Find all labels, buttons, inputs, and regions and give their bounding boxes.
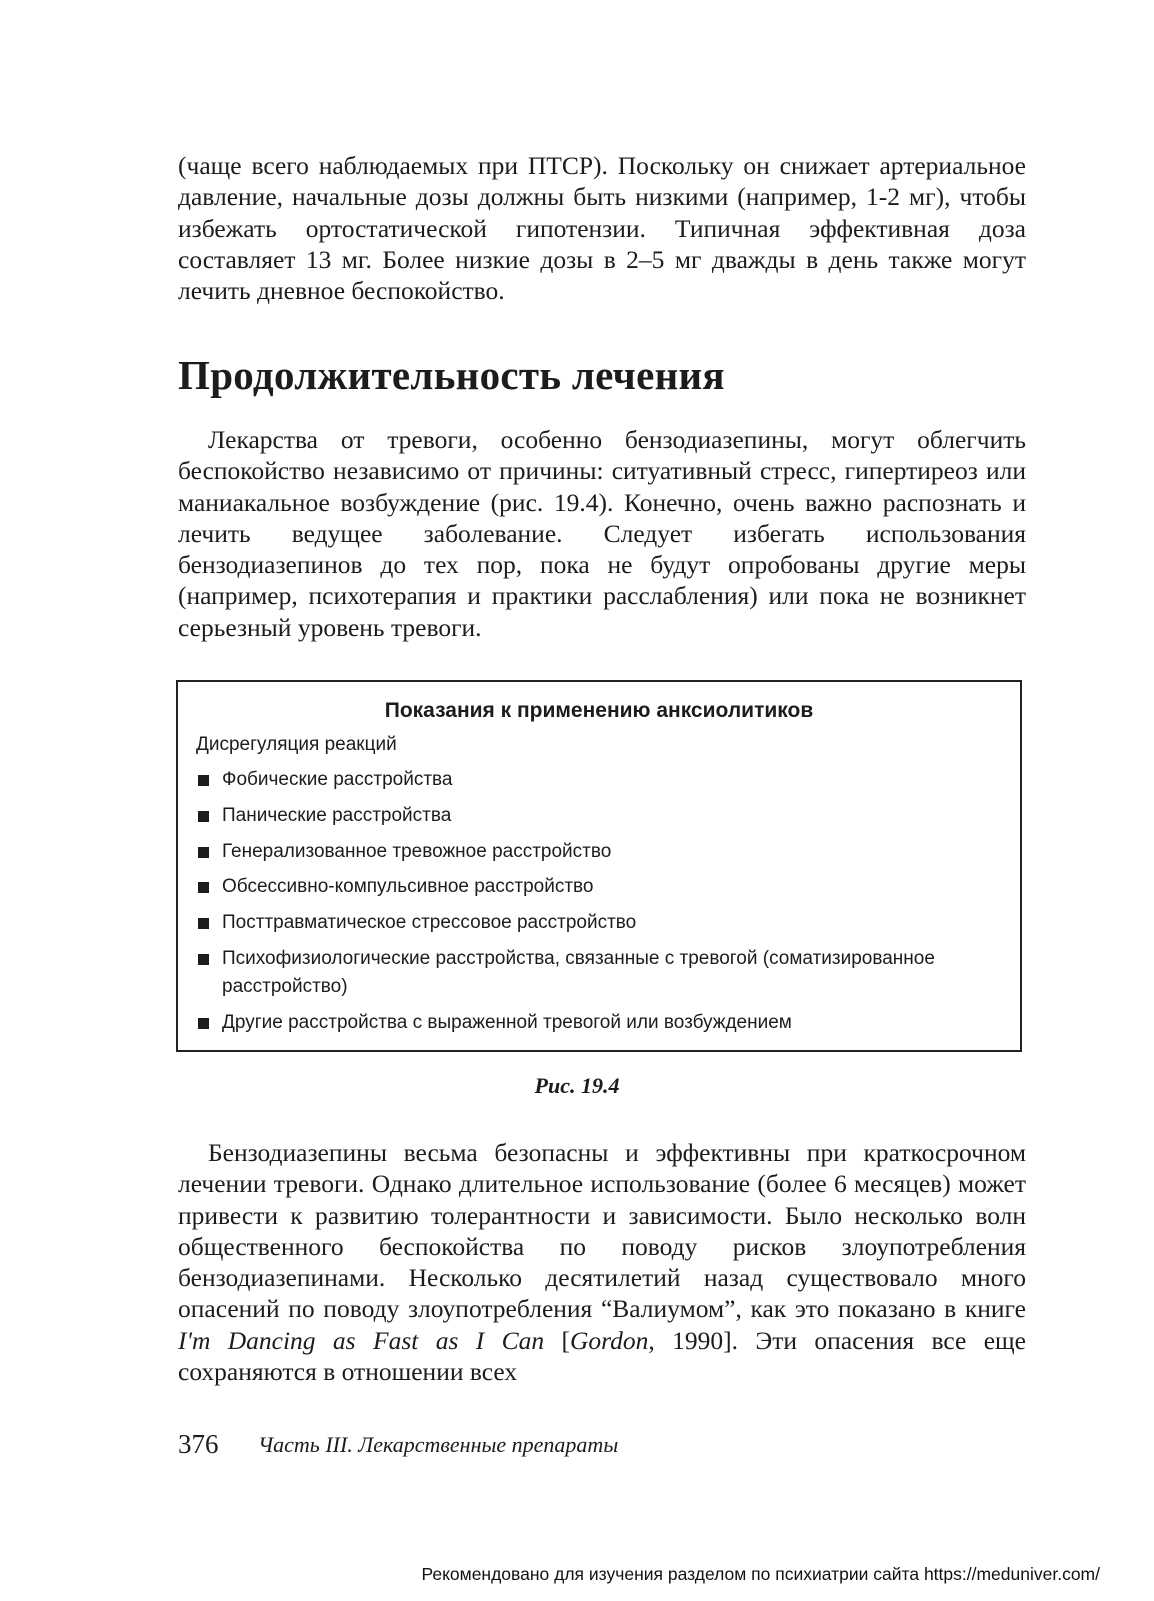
- list-item-text: Посттравматическое стрессовое расстройство: [222, 912, 637, 934]
- list-item: [196, 1009, 996, 1038]
- running-footer-title: Часть III. Лекарственные препараты: [258, 1432, 619, 1457]
- paragraph-benzodiazepines: [178, 1137, 1026, 1387]
- paragraph-duration-intro: Лекарства от тревоги, особенно бензодиазепины, могут облегчить беспокойство независимо от причины: ситуативный стресс, гипертиреоз или маниакальное возбуждение (рис. 19.4). Конечно, очень важно распознать и лечить ведущее заболевание. Следует избегать использования бензодиазепинов до тех пор, пока не будут опробованы другие меры (например, психотерапия и практики расслабления) или пока не возникнет серьезный уровень тревоги.: [178, 425, 1026, 642]
- square-bullet-icon: [198, 918, 209, 929]
- square-bullet-icon: [198, 775, 209, 786]
- list-item-text: Обсессивно-компульсивное расстройство: [222, 876, 594, 898]
- list-item-text: Психофизиологические расстройства, связанные с тревогой (соматизированное расстройство): [222, 947, 935, 998]
- list-item: [196, 766, 996, 795]
- square-bullet-icon: [198, 811, 209, 822]
- square-bullet-icon: [198, 847, 209, 858]
- list-item: [196, 909, 996, 938]
- list-item-text: Другие расстройства с выраженной тревогой или возбуждением: [222, 1012, 792, 1034]
- figure-box-anxiolytics-indications: [176, 680, 1022, 1052]
- book-title: I'm Dancing as Fast as I Can: [178, 1325, 545, 1355]
- citation-author: Gordon: [570, 1325, 649, 1355]
- indications-list: [196, 766, 996, 1045]
- list-item: [196, 873, 996, 902]
- list-item-text: Панические расстройства: [222, 804, 452, 826]
- paragraph-text: [: [544, 1325, 571, 1355]
- paragraph-text: , 1990]. Эти опасения все еще сохраняются в отношении всех: [178, 1325, 1026, 1387]
- square-bullet-icon: [198, 882, 209, 893]
- section-heading: Продолжительность лечения: [178, 352, 725, 398]
- figure-caption: Рис. 19.4: [534, 1073, 620, 1098]
- list-item: [196, 802, 996, 831]
- paragraph-text: Бензодиазепины весьма безопасны и эффективны при краткосрочном лечении тревоги. Однако длительное использование (более 6 месяцев) может привести к развитию толерантности и зависимости. Было несколько волн общественного беспокойства по поводу рисков злоупотребления бензодиазепинами. Несколько десятилетий назад существовало много опасений по поводу злоупотребления “Валиумом”, как это показано в книге: [178, 1138, 1026, 1324]
- square-bullet-icon: [198, 954, 209, 965]
- watermark-text: Рекомендовано для изучения разделом по психиатрии сайта https://meduniver.com/: [421, 1564, 1100, 1584]
- page-number: 376: [178, 1429, 219, 1459]
- list-item: [196, 945, 996, 1002]
- list-item-text: Фобические расстройства: [222, 769, 453, 790]
- figure-title: Показания к применению анксиолитиков: [384, 699, 814, 722]
- square-bullet-icon: [198, 1018, 209, 1029]
- figure-subtitle: Дисрегуляция реакций: [196, 734, 397, 755]
- paragraph-continued: (чаще всего наблюдаемых при ПТСР). Поскольку он снижает артериальное давление, начальные дозы должны быть низкими (например, 1-2 мг), чтобы избежать ортостатической гипотензии. Типичная эффективная доза составляет 13 мг. Более низкие дозы в 2–5 мг дважды в день также могут лечить дневное беспокойство.: [178, 151, 1026, 306]
- list-item-text: Генерализованное тревожное расстройство: [222, 840, 612, 862]
- list-item: [196, 838, 996, 867]
